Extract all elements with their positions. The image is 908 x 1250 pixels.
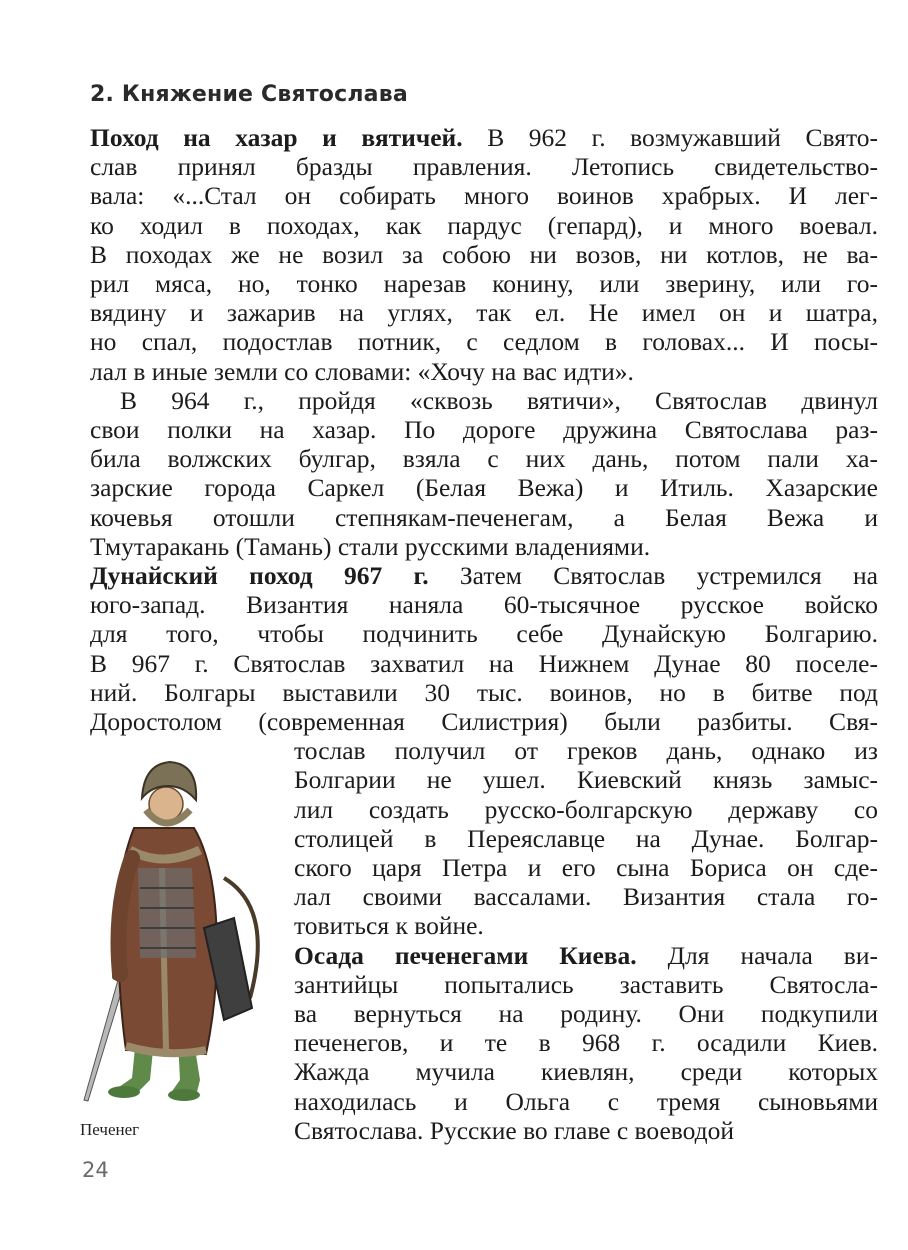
- line-text: ского царя Петра и его сына Бориса он сде-: [294, 853, 878, 882]
- line-text: вядину и зажарив на углях, так ел. Не имел он и шатра,: [90, 298, 878, 328]
- text-line: [90, 707, 878, 736]
- text-line: [90, 678, 878, 707]
- line-text: зарские города Саркел (Белая Вежа) и Итиль. Хазарские: [90, 473, 878, 503]
- text-line: [90, 649, 878, 678]
- line-text: Для начала ви-: [636, 940, 878, 970]
- text-line: [294, 736, 878, 765]
- text-line: [90, 503, 878, 532]
- line-text: слав принял бразды правления. Летопись свидетельство-: [90, 152, 878, 182]
- line-text: лал своими вассалами. Византия стала го-: [294, 882, 878, 912]
- line-text: лил создать русско-болгарскую державу со: [294, 794, 878, 824]
- line-text: ко ходил в походах, как пардус (гепард), и много воевал.: [90, 210, 878, 240]
- text-line: [90, 298, 878, 327]
- text-line: [90, 181, 878, 210]
- line-text: В 964 г., пройдя «сквозь вятичи», Святослав двинул: [120, 385, 878, 415]
- text-line: [294, 882, 878, 911]
- text-line: [90, 240, 878, 269]
- line-text: Затем Святослав устремился на: [428, 561, 878, 590]
- line-text: товиться к войне.: [294, 911, 484, 941]
- text-line: [294, 1028, 878, 1057]
- text-line: [294, 941, 878, 970]
- text-line: [90, 357, 878, 386]
- text-line: [90, 211, 878, 240]
- text-line: [90, 386, 878, 415]
- line-text: столицей в Переяславце на Дунае. Болгар-: [294, 823, 878, 853]
- text-line: [294, 824, 878, 853]
- bold-lead-in: Поход на хазар и вятичей.: [90, 123, 463, 152]
- line-text: В походах же не возил за собою ни возов, ни котлов, не ва-: [90, 239, 878, 269]
- text-line: [90, 269, 878, 298]
- section-heading: 2. Княжение Святослава: [90, 82, 408, 107]
- text-line: [90, 152, 878, 181]
- line-text: вала: «...Стал он собирать много воинов храбрых. И лег-: [90, 181, 878, 211]
- line-text: ва вернуться на родину. Они подкупили: [294, 999, 878, 1028]
- text-line: [294, 765, 878, 794]
- line-text: рил мяса, но, тонко нарезав конину, или зверину, или го-: [90, 269, 878, 298]
- bold-lead-in: Дунайский поход 967 г.: [90, 561, 429, 590]
- line-text: лал в иные земли со словами: «Хочу на вас идти».: [90, 356, 634, 386]
- text-line: [90, 327, 878, 356]
- figure-caption: Печенег: [80, 1120, 140, 1139]
- text-line: [90, 123, 878, 152]
- line-text: Доростолом (современная Силистрия) были разбиты. Свя-: [90, 707, 878, 736]
- text-line: [90, 590, 878, 619]
- text-line: [90, 619, 878, 648]
- line-text: но спал, подостлав потник, с седлом в головах... И посы-: [90, 327, 878, 357]
- text-line: [294, 911, 878, 940]
- line-text: била волжских булгар, взяла с них дань, потом пали ха-: [90, 444, 878, 474]
- line-text: В 962 г. возмужавший Свято-: [462, 123, 878, 152]
- line-text: печенегов, и те в 968 г. осадили Киев.: [294, 1028, 878, 1058]
- line-text: Жажда мучила киевлян, среди которых: [294, 1057, 878, 1087]
- text-line: [294, 1057, 878, 1086]
- line-text: Святослава. Русские во главе с воеводой: [294, 1115, 735, 1145]
- line-text: кочевья отошли степнякам-печенегам, а Белая Вежа и: [90, 502, 878, 532]
- text-line: [294, 1087, 878, 1116]
- line-text: свои полки на хазар. По дороге дружина Святослава раз-: [90, 415, 878, 444]
- page-number: 24: [82, 1158, 109, 1182]
- text-line: [294, 999, 878, 1028]
- text-line: [90, 473, 878, 502]
- text-line: [90, 415, 878, 444]
- text-line: [294, 1116, 878, 1145]
- pecheneg-warrior-illustration: [74, 758, 284, 1108]
- text-line: [90, 444, 878, 473]
- line-text: тослав получил от греков дань, однако из: [294, 736, 878, 766]
- text-line: [294, 795, 878, 824]
- text-line: [90, 532, 878, 561]
- text-line: [294, 970, 878, 999]
- line-text: зантийцы попытались заставить Святосла-: [294, 969, 878, 999]
- line-text: ний. Болгары выставили 30 тыс. воинов, но в битве под: [90, 677, 878, 707]
- line-text: для того, чтобы подчинить себе Дунайскую Болгарию.: [90, 619, 878, 649]
- line-text: юго-запад. Византия наняла 60-тысячное русское войско: [90, 590, 878, 620]
- text-line: [90, 561, 878, 590]
- line-text: Болгарии не ушел. Киевский князь замыс-: [294, 765, 878, 795]
- bold-lead-in: Осада печенегами Киева.: [294, 940, 637, 970]
- line-text: В 967 г. Святослав захватил на Нижнем Дунае 80 поселе-: [90, 648, 878, 678]
- line-text: Тмутаракань (Тамань) стали русскими владениями.: [90, 531, 651, 561]
- text-line: [294, 853, 878, 882]
- line-text: находилась и Ольга с тремя сыновьями: [294, 1086, 878, 1116]
